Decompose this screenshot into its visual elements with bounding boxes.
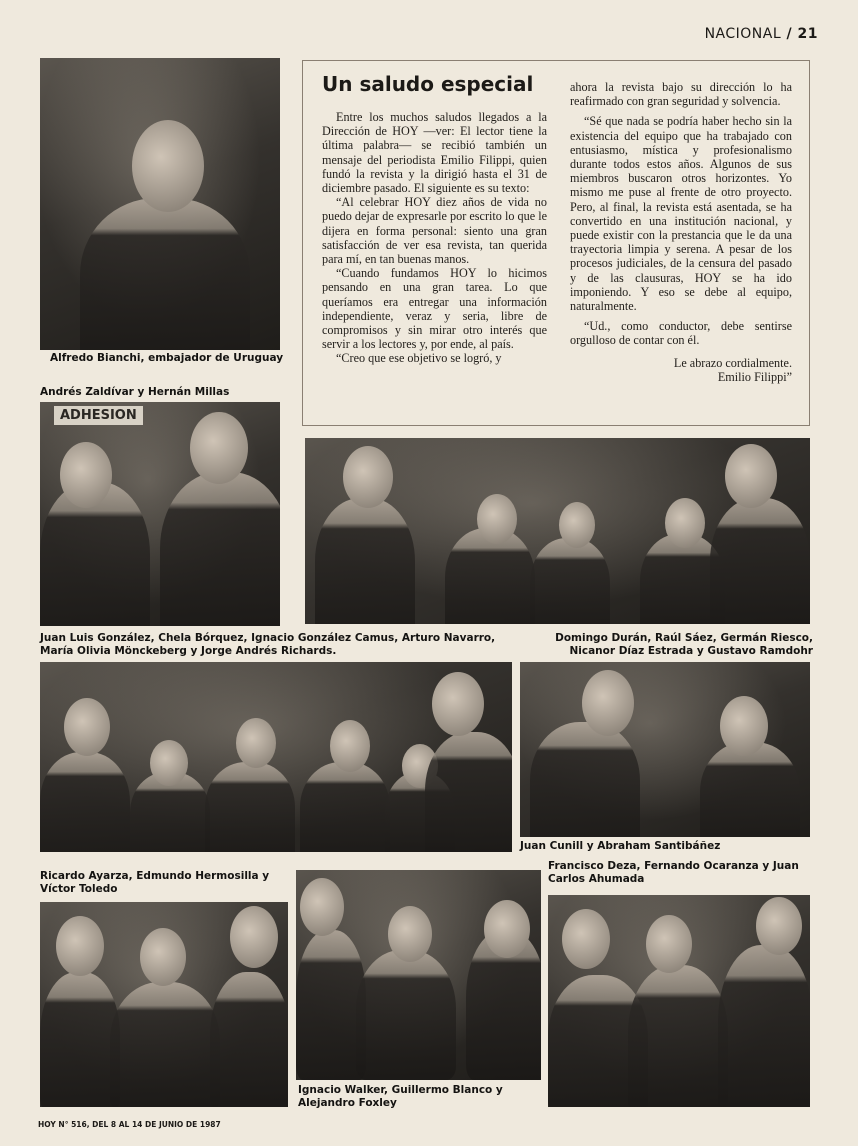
section-name: NACIONAL <box>704 26 782 42</box>
photo-walker <box>296 870 541 1080</box>
photo-zaldivar <box>40 402 280 626</box>
caption-ayarza: Ricardo Ayarza, Edmundo Hermosilla y Víctor Toledo <box>40 870 270 895</box>
caption-gonzalez: Juan Luis González, Chela Bórquez, Ignacio González Camus, Arturo Navarro, María Olivia Mönckeberg y Jorge Andrés Richards. <box>40 632 496 657</box>
page-number: 21 <box>797 26 818 42</box>
photo-deza <box>548 895 810 1107</box>
article-paragraph: Entre los muchos saludos llegados a la Dirección de HOY —ver: El lector tiene la última palabra— se recibió también un mensaje del periodista Emilio Filippi, quien fundó la revista y la dirigió hasta el 31 de diciembre pasado. El siguiente es su texto: <box>322 110 547 196</box>
section-header <box>705 26 818 42</box>
footer-issue: HOY N° 516, DEL 8 AL 14 DE JUNIO DE 1987 <box>38 1120 221 1129</box>
section-separator: / <box>781 26 798 42</box>
caption-bianchi: Alfredo Bianchi, embajador de Uruguay <box>50 352 284 364</box>
photo-gonzalez <box>40 662 512 852</box>
caption-walker: Ignacio Walker, Guillermo Blanco y Alejandro Foxley <box>298 1084 503 1109</box>
photo-duran <box>305 438 810 624</box>
article-paragraph: “Ud., como conductor, debe sentirse orgulloso de contar con él. <box>570 319 792 348</box>
article-title: Un saludo especial <box>322 72 534 96</box>
article-paragraph: ahora la revista bajo su dirección lo ha reafirmado con gran seguridad y solvencia. <box>570 80 792 109</box>
article-paragraph: “Creo que ese objetivo se logró, y <box>336 351 502 366</box>
caption-deza: Francisco Deza, Fernando Ocaranza y Juan Carlos Ahumada <box>548 860 799 885</box>
article-paragraph: “Al celebrar HOY diez años de vida no puedo dejar de expresarle por escrito lo que le dijera en forma personal: siento una gran satisfacción de ver esa revista, tan querida para mí, en tan buenas manos. <box>322 195 547 267</box>
photo-bianchi <box>40 58 280 350</box>
caption-zaldivar: Andrés Zaldívar y Hernán Millas <box>40 386 230 398</box>
article-signature: Emilio Filippi” <box>717 369 792 384</box>
photo-cunill <box>520 662 810 837</box>
article-paragraph: “Sé que nada se podría haber hecho sin la existencia del equipo que ha trabajado con entusiasmo, mística y profesionalismo durante todos estos años. Algunos de sus miembros buscaron otros horizontes. Yo mismo me puse al frente de otro proyecto. Pero, al final, la revista está asentada, se ha convertido en una institución nacional, y puede existir con la prestancia que le da una trayectoria limpia y serena. A pesar de los procesos judiciales, de la censura del pasado y de las clausuras, HOY se ha ido imponiendo. Y eso se debe al equipo, naturalmente. <box>570 114 792 314</box>
caption-cunill: Juan Cunill y Abraham Santibáñez <box>520 840 721 852</box>
article-column-2 <box>570 80 792 384</box>
caption-duran: Domingo Durán, Raúl Sáez, Germán Riesco, Nicanor Díaz Estrada y Gustavo Ramdohr <box>555 632 813 657</box>
article-paragraph: “Cuando fundamos HOY lo hicimos pensando en una gran tarea. Lo que queríamos era entregar una información independiente, veraz y seria, libre de compromisos y sin mirar otro interés que servir a los lectores y, por ende, al país. <box>322 266 547 352</box>
article-closing: Le abrazo cordialmente. <box>673 355 792 370</box>
adhesion-sign: ADHESION <box>54 406 143 425</box>
photo-ayarza <box>40 902 288 1107</box>
article-column-1 <box>322 110 547 366</box>
